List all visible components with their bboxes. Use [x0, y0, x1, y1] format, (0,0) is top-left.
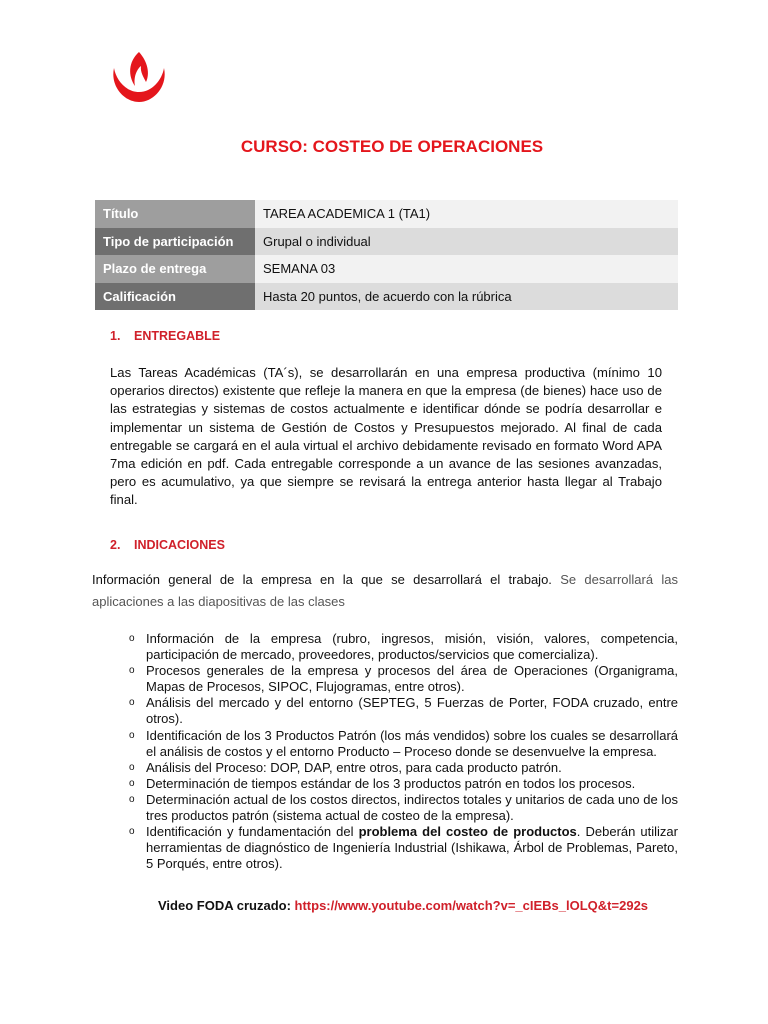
list-item [92, 663, 678, 695]
video-link[interactable]: https://www.youtube.com/watch?v=_cIEBs_lOLQ&t=292s [294, 898, 649, 913]
section-number: 2. [110, 538, 121, 552]
bullet-marker: o [129, 665, 135, 677]
list-item-text: Determinación de tiempos estándar de los 3 productos patrón en todos los procesos. [146, 775, 636, 791]
section-title: ENTREGABLE [134, 329, 221, 343]
list-item-text: Determinación actual de los costos directos, indirectos totales y unitarios de cada uno de los tres productos patrón (sistema actual de costeo de la empresa). [146, 791, 678, 824]
list-item-text: Información de la empresa (rubro, ingresos, misión, visión, valores, competencia, participación de mercado, proveedores, productos/servicios que comercializa). [146, 631, 678, 663]
list-item [92, 760, 678, 776]
table-row [95, 228, 678, 256]
list-item [92, 824, 678, 872]
row-value: Grupal o individual [255, 228, 678, 256]
list-item-text: Identificación de los 3 Productos Patrón (los más vendidos) sobre los cuales se desarrollará el análisis de costos y el entorno Producto – Proceso donde se desenvuelve la empresa. [146, 727, 678, 759]
table-row [95, 283, 678, 311]
section-title: INDICACIONES [134, 538, 225, 552]
list-item-text: Análisis del Proceso: DOP, DAP, entre otros, para cada producto patrón. [146, 759, 562, 775]
list-item [92, 776, 678, 792]
list-item [92, 792, 678, 824]
row-label: Calificación [95, 283, 255, 311]
section-heading-entregable [110, 329, 220, 343]
row-label: Tipo de participación [95, 228, 255, 256]
list-item-text-bold: problema del costeo de productos [358, 824, 577, 840]
bullet-marker: o [129, 697, 135, 709]
row-value: TAREA ACADEMICA 1 (TA1) [255, 200, 678, 228]
list-item-text-post: . Deberán utilizar herramientas de diagnóstico de Ingeniería Industrial (Ishikawa, Árbol de Problemas, Pareto, 5 Porqués, entre otros). [146, 824, 678, 872]
intro-text: Información general de la empresa en la que se desarrollará el trabajo. [92, 572, 552, 587]
indicaciones-list [92, 631, 678, 872]
list-item [92, 728, 678, 760]
video-reference [158, 898, 648, 913]
row-label: Plazo de entrega [95, 255, 255, 283]
assignment-info-table [95, 200, 678, 310]
entregable-paragraph: Las Tareas Académicas (TA´s), se desarrollarán en una empresa productiva (mínimo 10 operarios directos) existente que refleje la manera en que la empresa (de bienes) hace uso de las estrategias y sistemas de costos actualmente e identificar dónde se podría desarrollar e implementar un sistema de Gestión de Costos y Presupuestos mejorado. Al final de cada entregable se cargará en el aula virtual el archivo debidamente revisado en formato Word APA 7ma edición en pdf. Cada entregable corresponde a un avance de las sesiones avanzadas, pero es acumulativo, ya que siempre se revisará la entrega anterior hasta llegar al Trabajo final. [110, 365, 662, 508]
section-number: 1. [110, 329, 121, 343]
bullet-marker: o [129, 826, 135, 838]
list-item-text: Análisis del mercado y del entorno (SEPTEG, 5 Fuerzas de Porter, FODA cruzado, entre otros). [146, 695, 678, 727]
bullet-marker: o [129, 777, 135, 789]
row-value: Hasta 20 puntos, de acuerdo con la rúbrica [255, 283, 678, 311]
list-item [92, 631, 678, 663]
bullet-marker: o [129, 633, 135, 644]
list-item-text: Procesos generales de la empresa y procesos del área de Operaciones (Organigrama, Mapas de Procesos, SIPOC, Flujogramas, entre otros). [146, 663, 678, 695]
section-heading-indicaciones [110, 538, 225, 552]
table-row [95, 255, 678, 283]
table-row [95, 200, 678, 228]
bullet-marker: o [129, 761, 135, 773]
list-item [92, 695, 678, 727]
video-label: Video FODA cruzado: [158, 898, 291, 913]
indicaciones-intro [92, 569, 678, 613]
course-title: CURSO: COSTEO DE OPERACIONES [240, 137, 544, 156]
row-value: SEMANA 03 [255, 255, 678, 283]
row-label: Título [95, 200, 255, 228]
bullet-marker: o [129, 729, 135, 741]
bullet-marker: o [129, 793, 135, 805]
intro-muted-text: Se desarrollará las aplicaciones a las diapositivas de las clases [92, 572, 678, 609]
list-item-text-pre: Identificación y fundamentación del [146, 824, 359, 840]
